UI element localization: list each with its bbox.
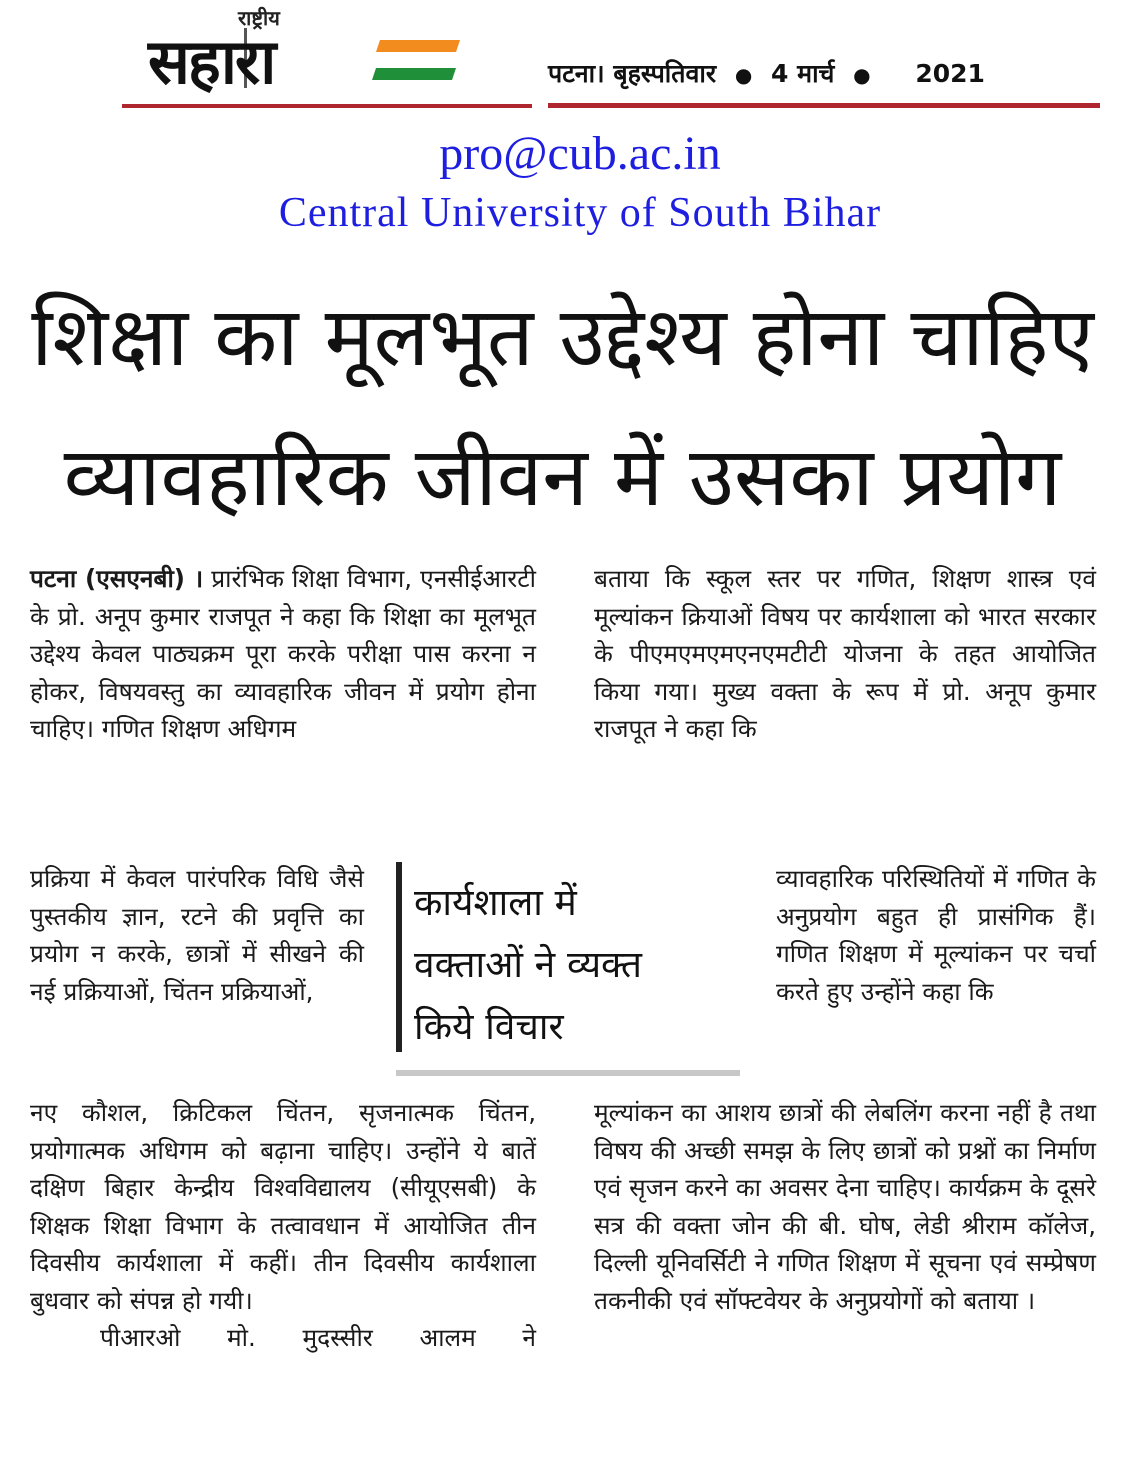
pull-quote-line: वक्ताओं ने व्यक्त — [414, 943, 642, 986]
article-column-right-bottom — [594, 1094, 1096, 1319]
source-university: Central University of South Bihar — [278, 190, 882, 236]
logo-subtitle: राष्ट्रीय — [238, 6, 280, 30]
edition-date: 4 मार्च — [771, 59, 835, 88]
pull-quote — [396, 862, 740, 1076]
dateline-underline — [548, 103, 1100, 108]
article-column-right-middle — [776, 860, 1096, 1010]
headline-line-1: शिक्षा का मूलभूत उद्देश्य होना चाहिए — [31, 290, 1094, 385]
article-text: प्रक्रिया में केवल पारंपरिक विधि जैसे पुस्तकीय ज्ञान, रटने की प्रवृत्ति का प्रयोग न करके, छात्रों में सीखने की नई प्रक्रियाओं, चिंतन प्रक्रियाओं, — [30, 864, 364, 1006]
logo-title: सहारा — [148, 25, 275, 98]
article-text: पीआरओ मो. मुदस्सीर आलम ने — [100, 1323, 536, 1352]
article-text: बताया कि स्कूल स्तर पर गणित, शिक्षण शास्त्र एवं मूल्यांकन क्रियाओं विषय पर कार्यशाला को भारत सरकार के पीएमएमएमएनएमटीटी योजना के तहत आयोजित किया गया। मुख्य वक्ता के रूप में प्रो. अनूप कुमार राजपूत ने कहा कि — [594, 564, 1096, 743]
article-text: प्रारंभिक शिक्षा विभाग, एनसीईआरटी के प्रो. अनूप कुमार राजपूत ने कहा कि शिक्षा का मूलभूत उद्देश्य केवल पाठ्यक्रम पूरा करके परीक्षा पास करना न होकर, विषयवस्तु का व्यावहारिक जीवन में प्रयोग होना चाहिए। गणित शिक्षण अधिगम — [30, 564, 536, 743]
article-column-left-top — [30, 560, 536, 748]
source-email: pro@cub.ac.in — [439, 127, 721, 180]
article-dateline: पटना (एसएनबी) । — [30, 564, 204, 593]
logo-underline — [122, 104, 532, 108]
edition-year: 2021 — [915, 59, 985, 88]
article-text: व्यावहारिक परिस्थितियों में गणित के अनुप्रयोग बहुत ही प्रासंगिक हैं। गणित शिक्षण में मूल्यांकन पर चर्चा करते हुए उन्होंने कहा कि — [776, 864, 1096, 1006]
article-text: मूल्यांकन का आशय छात्रों की लेबलिंग करना नहीं है तथा विषय की अच्छी समझ के लिए छात्रों को प्रश्नों का निर्माण एवं सृजन करने का अवसर देना चाहिए। कार्यक्रम के दूसरे सत्र की वक्ता जोन की बी. घोष, लेडी श्रीराम कॉलेज, दिल्ली यूनिवर्सिटी ने गणित शिक्षण में सूचना एवं सम्प्रेषण तकनीकी एवं सॉफ्टवेयर के अनुप्रयोगों को बताया । — [594, 1098, 1096, 1315]
article-column-right-top — [594, 560, 1096, 748]
masthead — [0, 0, 1125, 120]
headline-line-2: व्यावहारिक जीवन में उसका प्रयोग — [63, 430, 1062, 525]
bullet-icon: ● — [734, 63, 753, 87]
pull-quote-line: किये विचार — [414, 1005, 564, 1048]
pull-quote-text — [414, 872, 744, 1058]
article-column-left-bottom — [30, 1094, 536, 1357]
edition-dateline — [548, 56, 1098, 96]
pull-quote-line: कार्यशाला में — [414, 881, 577, 924]
article-column-left-middle — [30, 860, 364, 1010]
pull-quote-bar — [396, 862, 402, 1052]
pull-quote-underline — [396, 1070, 740, 1076]
article-text: नए कौशल, क्रिटिकल चिंतन, सृजनात्मक चिंतन, प्रयोगात्मक अधिगम को बढ़ाना चाहिए। उन्होंने ये बातें दक्षिण बिहार केन्द्रीय विश्वविद्यालय (सीयूएसबी) के शिक्षक शिक्षा विभाग के तत्वावधान में आयोजित तीन दिवसीय कार्यशाला में कहीं। तीन दिवसीय कार्यशाला बुधवार को संपन्न हो गयी। — [30, 1098, 536, 1315]
bullet-icon: ● — [853, 63, 871, 87]
edition-city-day: पटना। बृहस्पतिवार — [548, 59, 717, 88]
tricolor-flag-icon — [372, 38, 462, 82]
